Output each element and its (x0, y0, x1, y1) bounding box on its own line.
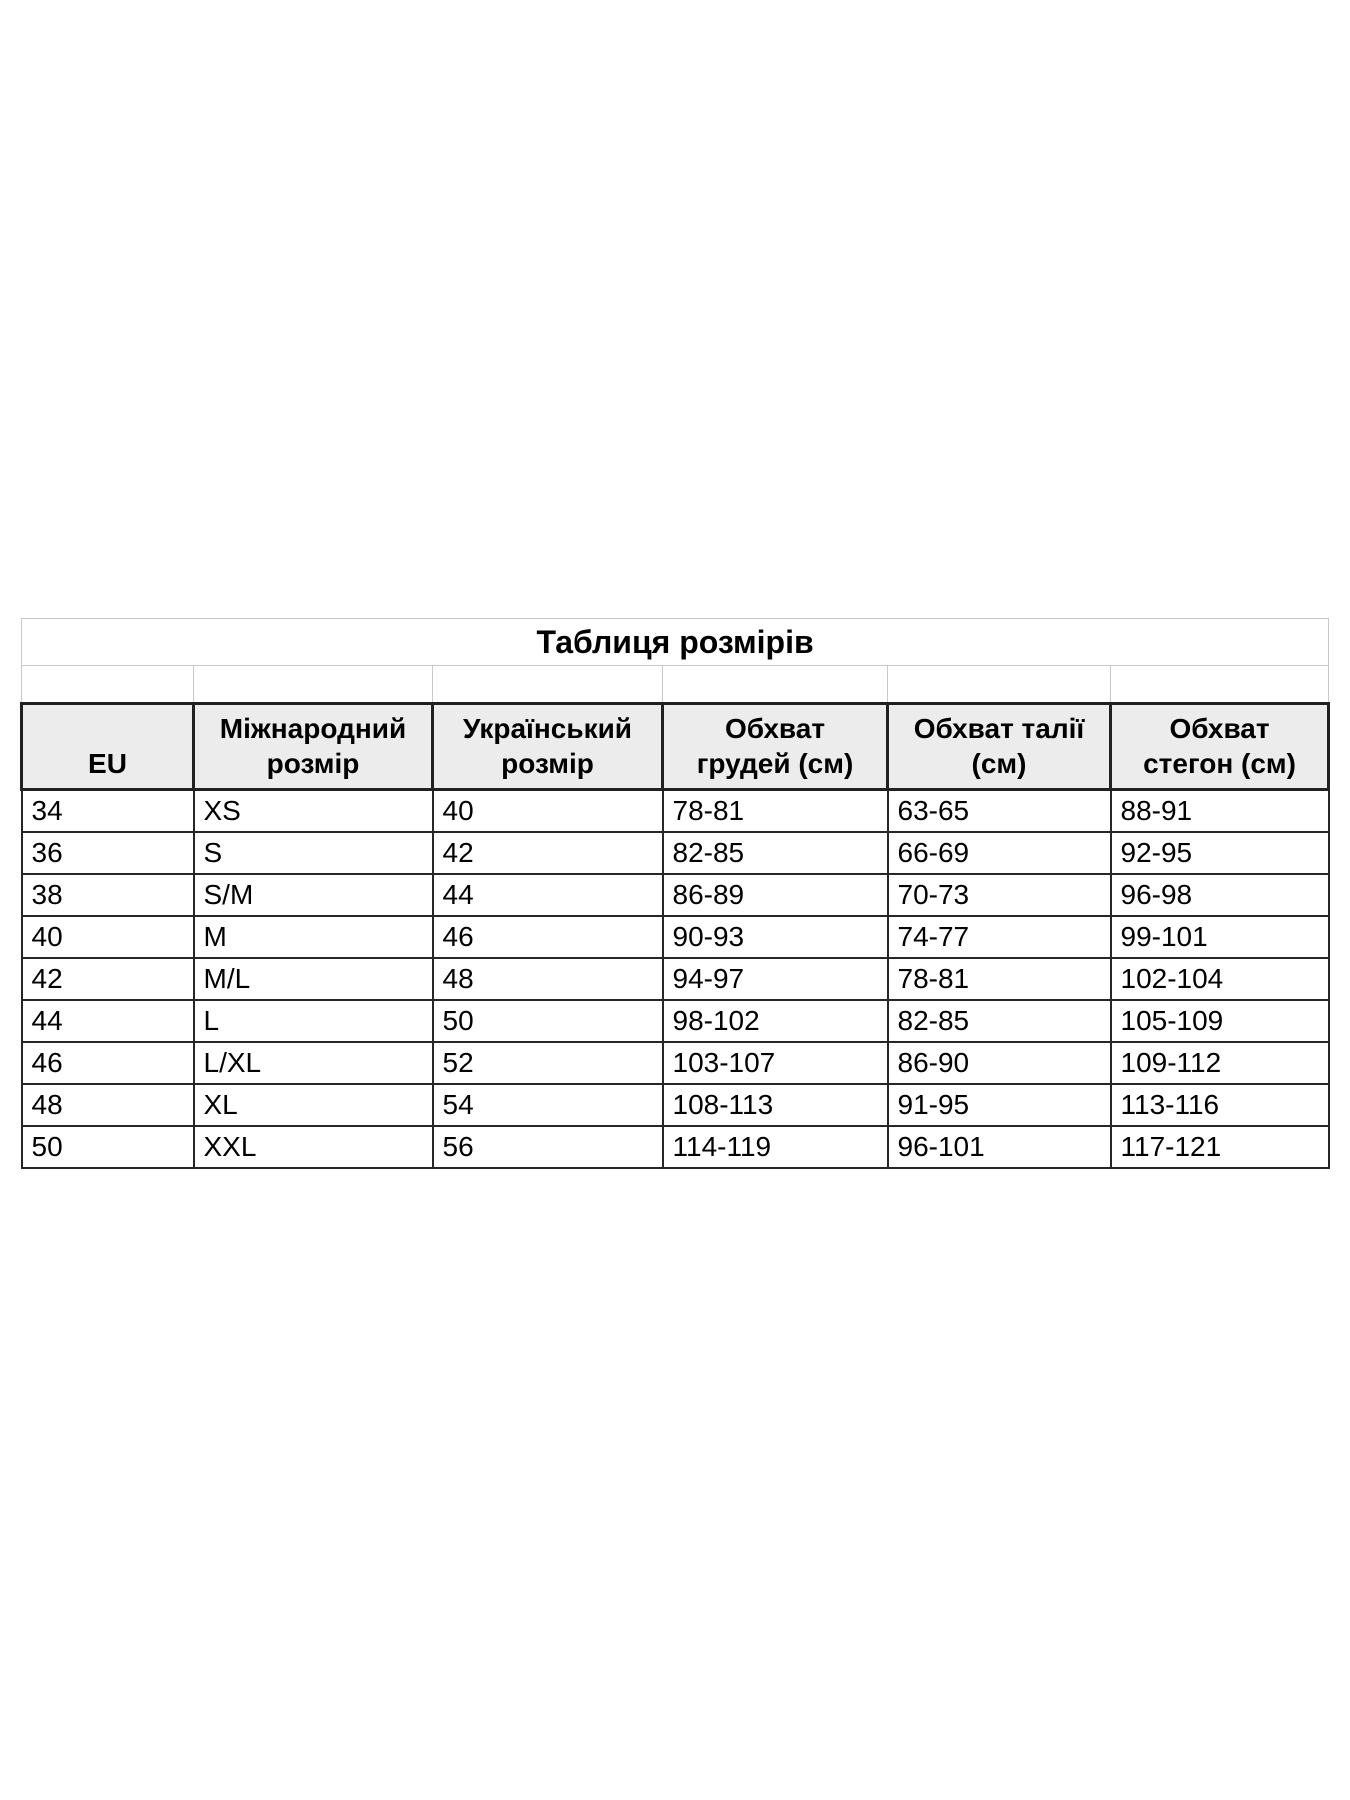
header-label-line: стегон (см) (1143, 748, 1296, 779)
table-cell: 88-91 (1111, 790, 1329, 833)
header-cell (194, 704, 433, 790)
spacer-row (22, 666, 1329, 704)
table-cell: 56 (433, 1126, 663, 1168)
table-cell: 74-77 (888, 916, 1111, 958)
header-cell (22, 704, 194, 790)
table-cell: L/XL (194, 1042, 433, 1084)
table-cell: 96-101 (888, 1126, 1111, 1168)
table-row (22, 874, 1329, 916)
table-cell: 108-113 (663, 1084, 888, 1126)
table-cell: 46 (433, 916, 663, 958)
header-cell (433, 704, 663, 790)
table-cell: 36 (22, 832, 194, 874)
table-cell: 40 (433, 790, 663, 833)
table-cell: 44 (433, 874, 663, 916)
spacer-cell (433, 666, 663, 704)
table-cell: 42 (22, 958, 194, 1000)
table-cell: 91-95 (888, 1084, 1111, 1126)
table-cell: 114-119 (663, 1126, 888, 1168)
header-label-line: розмір (501, 748, 594, 779)
table-cell: 44 (22, 1000, 194, 1042)
table-cell: 38 (22, 874, 194, 916)
table-cell: 34 (22, 790, 194, 833)
table-cell: 50 (433, 1000, 663, 1042)
table-cell: 78-81 (888, 958, 1111, 1000)
header-label-line: Український (462, 713, 633, 744)
spacer-cell (194, 666, 433, 704)
header-cell (663, 704, 888, 790)
table-row (22, 958, 1329, 1000)
table-cell: 86-90 (888, 1042, 1111, 1084)
table-cell: 54 (433, 1084, 663, 1126)
size-table-head (22, 619, 1329, 790)
table-row (22, 790, 1329, 833)
table-cell: 96-98 (1111, 874, 1329, 916)
header-cell (888, 704, 1111, 790)
spacer-cell (888, 666, 1111, 704)
table-cell: 50 (22, 1126, 194, 1168)
table-row (22, 1126, 1329, 1168)
table-cell: 90-93 (663, 916, 888, 958)
table-cell: 82-85 (888, 1000, 1111, 1042)
table-cell: 46 (22, 1042, 194, 1084)
header-label-line: Обхват (724, 713, 826, 744)
table-row (22, 916, 1329, 958)
table-cell: 94-97 (663, 958, 888, 1000)
table-cell: 86-89 (663, 874, 888, 916)
table-cell: 52 (433, 1042, 663, 1084)
table-cell: 105-109 (1111, 1000, 1329, 1042)
table-cell: 82-85 (663, 832, 888, 874)
table-cell: 99-101 (1111, 916, 1329, 958)
table-cell: M (194, 916, 433, 958)
header-label-line: (см) (971, 748, 1027, 779)
header-label-line: розмір (266, 748, 360, 779)
table-cell: 63-65 (888, 790, 1111, 833)
header-label-line: EU (88, 748, 127, 779)
table-cell: XXL (194, 1126, 433, 1168)
spacer-cell (22, 666, 194, 704)
table-cell: 98-102 (663, 1000, 888, 1042)
header-label-line: Міжнародний (219, 713, 407, 744)
table-cell: S/M (194, 874, 433, 916)
size-table (20, 618, 1330, 1169)
table-cell: 103-107 (663, 1042, 888, 1084)
table-cell: 48 (433, 958, 663, 1000)
table-row (22, 1042, 1329, 1084)
table-cell: 92-95 (1111, 832, 1329, 874)
table-cell: 42 (433, 832, 663, 874)
table-cell: 113-116 (1111, 1084, 1329, 1126)
table-cell: 40 (22, 916, 194, 958)
table-row (22, 832, 1329, 874)
header-label-line: грудей (см) (696, 748, 854, 779)
table-cell: 78-81 (663, 790, 888, 833)
table-cell: M/L (194, 958, 433, 1000)
table-cell: S (194, 832, 433, 874)
table-cell: 117-121 (1111, 1126, 1329, 1168)
header-label-line: Обхват (1169, 713, 1270, 744)
table-cell: 70-73 (888, 874, 1111, 916)
table-cell: XS (194, 790, 433, 833)
header-row (22, 704, 1329, 790)
table-cell: L (194, 1000, 433, 1042)
table-row (22, 1000, 1329, 1042)
table-cell: 48 (22, 1084, 194, 1126)
spacer-cell (663, 666, 888, 704)
spacer-cell (1111, 666, 1329, 704)
header-label-line: Обхват талії (913, 713, 1085, 744)
table-cell: 102-104 (1111, 958, 1329, 1000)
table-cell: 66-69 (888, 832, 1111, 874)
table-title: Таблиця розмірів (22, 619, 1329, 666)
table-title-row (22, 619, 1329, 666)
table-cell: 109-112 (1111, 1042, 1329, 1084)
header-cell (1111, 704, 1329, 790)
size-table-container (20, 618, 1330, 1169)
table-row (22, 1084, 1329, 1126)
size-table-body (22, 790, 1329, 1169)
table-cell: XL (194, 1084, 433, 1126)
